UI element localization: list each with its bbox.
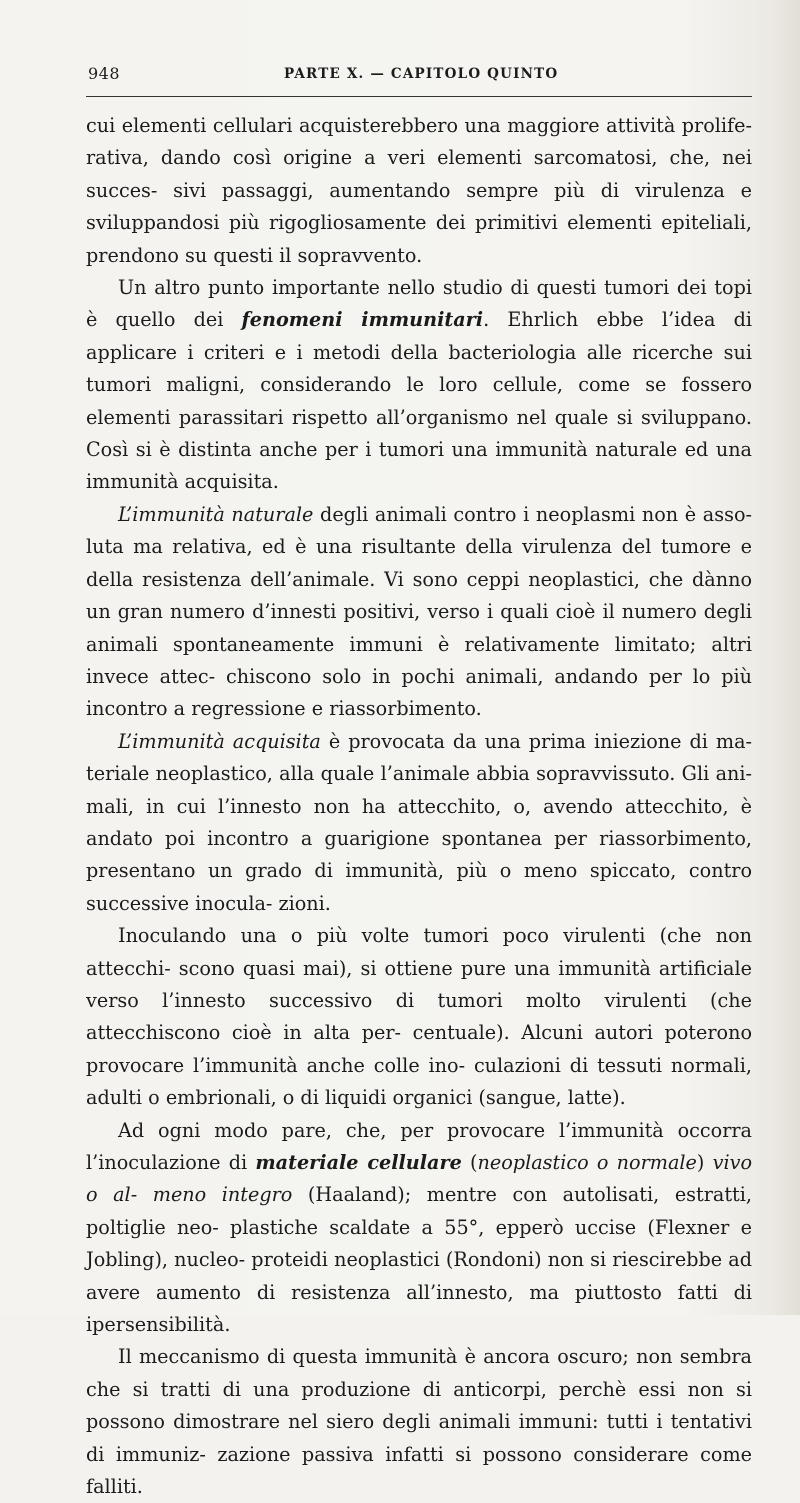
text-run: ( [461, 1151, 478, 1174]
text-run: Ad ogni modo pare, che, per provocare l’immunità occorra l’inoculazione di [86, 1118, 752, 1174]
text-run: degli animali contro i neoplasmi non è asso- luta ma relativa, ed è una risultante della virulenza del tumore e della resistenza dell’animale. Vi sono ceppi neoplastici, che dànno un gran numero d’innesti positivi, verso i quali cioè il numero degli animali spontaneamente immuni è relativamente limitato; altri invece attec- chiscono solo in pochi animali, andando per lo più incontro a regressione e riassorbimento. [86, 502, 752, 721]
text-run: cui elementi cellulari acquisterebbero una maggiore attività prolife- rativa, dando così origine a veri elementi sarcomatosi, che, nei succes- sivi passaggi, aumentando sempre più di virulenza e sviluppandosi più rigogliosamente dei primitivi elementi epiteliali, prendono su questi il sopravvento. [86, 114, 752, 267]
body-text [86, 110, 752, 1503]
text-run: Un altro punto importante nello studio di questi tumori dei topi è quello dei [86, 276, 752, 332]
page-header [86, 58, 752, 98]
text-run: è provocata da una prima iniezione di ma- teriale neoplastico, alla quale l’animale abbia sopravvissuto. Gli ani- mali, in cui l’innesto non ha attecchito, o, avendo attecchito, è andato poi incontro a guarigione spontanea per riassorbimento, presentano un grado di immunità, più o meno spiccato, contro successive inocula- zioni. [86, 729, 752, 915]
header-rule [86, 96, 752, 97]
paragraph [86, 1115, 752, 1342]
page-number: 948 [88, 64, 121, 83]
italic-term: L’immunità naturale [118, 502, 314, 526]
italic-term: neoplastico o normale [477, 1151, 697, 1174]
italic-term: vivo o al- meno integro [86, 1151, 752, 1207]
paragraph [86, 920, 752, 1114]
text-run: . Ehrlich ebbe l’idea di applicare i criteri e i metodi della bacteriologia alle ricerche sui tumori maligni, considerando le loro cellule, come se fossero elementi parassitari rispetto all’organismo nel quale si sviluppano. Così si è distinta anche per i tumori una immunità naturale ed una immunità acquisita. [86, 308, 752, 494]
paragraph [86, 726, 752, 920]
running-head: PARTE X. — CAPITOLO QUINTO [284, 66, 559, 82]
text-run: (Haaland); mentre con autolisati, estratti, poltiglie neo- plastiche scaldate a 55°, epperò uccise (Flexner e Jobling), nucleo- proteidi neoplastici (Rondoni) non si riescirebbe ad avere aumento di resistenza all’innesto, ma piuttosto fatti di ipersensibilità. [86, 1183, 752, 1337]
text-run: Il meccanismo di questa immunità è ancora oscuro; non sembra che si tratti di una produzione di anticorpi, perchè essi non si possono dimostrare nel siero degli animali immuni: tutti i tentativi di immuniz- zazione passiva infatti si possono considerare come falliti. [86, 1345, 752, 1499]
text-run: Inoculando una o più volte tumori poco virulenti (che non attecchi- scono quasi mai), si ottiene pure una immunità artificiale verso l’innesto successivo di tumori molto virulenti (che attecchiscono cioè in alta per- centuale). Alcuni autori poterono provocare l’immunità anche colle ino- culazioni di tessuti normali, adulti o embrionali, o di liquidi organici (sangue, latte). [86, 924, 752, 1110]
paragraph [86, 110, 752, 272]
emphasized-term: materiale cellulare [255, 1151, 462, 1174]
text-run: ) [696, 1151, 713, 1174]
paragraph [86, 499, 752, 726]
emphasized-term: fenomeni immunitari [241, 308, 484, 332]
paragraph [86, 272, 752, 499]
italic-term: L’immunità acquisita [118, 729, 321, 753]
paragraph [86, 1341, 752, 1503]
